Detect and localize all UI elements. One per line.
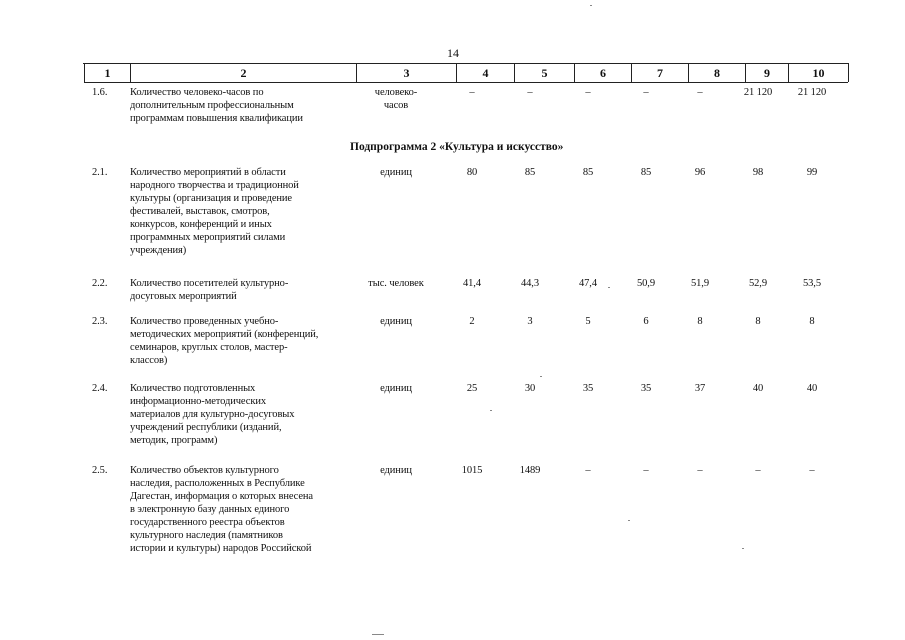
- section-title: Подпрограмма 2 «Культура и искусство»: [350, 141, 564, 153]
- row-name-line: дополнительным профессиональным: [130, 100, 294, 111]
- row-value: 30: [524, 383, 536, 394]
- row-number: 2.4.: [92, 383, 108, 394]
- scan-speck: [628, 520, 630, 521]
- row-value: –: [585, 465, 591, 476]
- row-value: 21 120: [797, 87, 827, 98]
- row-value: 96: [694, 167, 706, 178]
- row-name-line: истории и культуры) народов Российской: [130, 543, 312, 554]
- row-unit-line: единиц: [380, 167, 412, 178]
- row-name-line: культурного наследия (памятников: [130, 530, 283, 541]
- row-name-line: народного творчества и традиционной: [130, 180, 299, 191]
- row-value: 21 120: [743, 87, 773, 98]
- scan-speck: [372, 634, 384, 635]
- row-value: 53,5: [803, 278, 821, 289]
- row-name-line: методических мероприятий (конференций,: [130, 329, 319, 340]
- row-name-line: наследия, расположенных в Республике: [130, 478, 305, 489]
- page-number: 14: [447, 46, 459, 60]
- row-number: 2.5.: [92, 465, 108, 476]
- row-value: 44,3: [521, 278, 539, 289]
- row-unit-line: единиц: [380, 383, 412, 394]
- row-name-line: материалов для культурно-досуговых: [130, 409, 295, 420]
- row-name-line: Количество объектов культурного: [130, 465, 279, 476]
- row-name-line: Количество человеко-часов по: [130, 87, 264, 98]
- row-name-line: учреждения): [130, 245, 187, 256]
- header-cell: 6: [575, 64, 632, 82]
- row-name-line: конкурсов, конференций и иных: [130, 219, 272, 230]
- row-value: 85: [640, 167, 652, 178]
- row-value: 25: [466, 383, 478, 394]
- row-unit-line: единиц: [380, 316, 412, 327]
- row-name-line: методик, программ): [130, 435, 218, 446]
- row-name-line: Количество подготовленных: [130, 383, 256, 394]
- row-name-line: программных мероприятий силами: [130, 232, 286, 243]
- row-value: –: [527, 87, 533, 98]
- row-value: –: [643, 87, 649, 98]
- row-value: 1489: [519, 465, 541, 476]
- row-value: 50,9: [637, 278, 655, 289]
- row-value: 2: [469, 316, 475, 327]
- row-name-line: Количество мероприятий в области: [130, 167, 286, 178]
- row-value: 6: [643, 316, 649, 327]
- header-cell: 5: [515, 64, 575, 82]
- row-unit-line: часов: [383, 100, 409, 111]
- row-name-line: Количество посетителей культурно-: [130, 278, 289, 289]
- row-name-line: в электронную базу данных единого: [130, 504, 290, 515]
- row-value: 85: [582, 167, 594, 178]
- row-name-line: классов): [130, 355, 168, 366]
- header-cell: 7: [632, 64, 689, 82]
- header-cell: 4: [457, 64, 515, 82]
- row-name-line: культуры (организация и проведение: [130, 193, 292, 204]
- row-value: 35: [640, 383, 652, 394]
- row-name-line: программам повышения квалификации: [130, 113, 303, 124]
- header-cell: 8: [689, 64, 746, 82]
- row-number: 2.3.: [92, 316, 108, 327]
- row-name-line: Количество проведенных учебно-: [130, 316, 279, 327]
- row-value: 51,9: [691, 278, 709, 289]
- row-value: –: [643, 465, 649, 476]
- row-number: 2.2.: [92, 278, 108, 289]
- header-cell: 3: [357, 64, 457, 82]
- row-value: 40: [752, 383, 764, 394]
- table-header-row: [84, 64, 848, 83]
- row-value: 99: [806, 167, 818, 178]
- row-name-line: семинаров, круглых столов, мастер-: [130, 342, 288, 353]
- row-value: –: [809, 465, 815, 476]
- row-value: 5: [585, 316, 591, 327]
- row-value: 35: [582, 383, 594, 394]
- row-value: –: [755, 465, 761, 476]
- scan-speck: [490, 410, 492, 411]
- row-name-line: Дагестан, информация о которых внесена: [130, 491, 313, 502]
- row-unit-line: единиц: [380, 465, 412, 476]
- scan-speck: [608, 287, 610, 288]
- row-value: 52,9: [749, 278, 767, 289]
- row-name-line: информационно-методических: [130, 396, 266, 407]
- row-value: 80: [466, 167, 478, 178]
- header-cell: 1: [85, 64, 131, 82]
- row-value: 8: [755, 316, 761, 327]
- row-value: –: [469, 87, 475, 98]
- row-number: 1.6.: [92, 87, 108, 98]
- row-value: 3: [527, 316, 533, 327]
- row-number: 2.1.: [92, 167, 108, 178]
- row-name-line: досуговых мероприятий: [130, 291, 237, 302]
- row-value: 47,4: [579, 278, 597, 289]
- scan-speck: [540, 376, 542, 377]
- row-name-line: государственного реестра объектов: [130, 517, 285, 528]
- header-cell: 10: [789, 64, 849, 82]
- row-value: 8: [697, 316, 703, 327]
- row-value: 98: [752, 167, 764, 178]
- scan-speck: [590, 5, 592, 6]
- row-value: 41,4: [463, 278, 481, 289]
- row-value: –: [697, 87, 703, 98]
- row-value: 85: [524, 167, 536, 178]
- row-unit-line: тыс. человек: [368, 278, 424, 289]
- row-value: 1015: [461, 465, 483, 476]
- row-value: –: [697, 465, 703, 476]
- row-value: 8: [809, 316, 815, 327]
- row-value: 40: [806, 383, 818, 394]
- row-unit-line: человеко-: [374, 87, 418, 98]
- header-cell: 9: [746, 64, 789, 82]
- header-cell: 2: [131, 64, 357, 82]
- row-name-line: фестивалей, выставок, смотров,: [130, 206, 270, 217]
- row-value: –: [585, 87, 591, 98]
- row-value: 37: [694, 383, 706, 394]
- row-name-line: учреждений республики (изданий,: [130, 422, 282, 433]
- scan-speck: [742, 548, 744, 549]
